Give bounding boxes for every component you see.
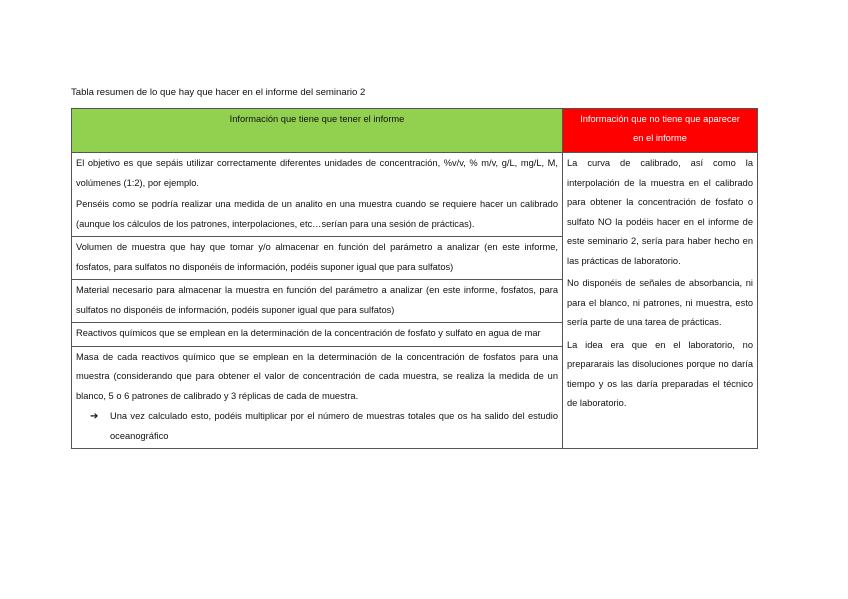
required-item-material — [72, 280, 563, 323]
excluded-info-cell — [563, 153, 758, 449]
objective-text: El objetivo es que sepáis utilizar correctamente diferentes unidades de concentración, %v/v, % m/v, g/L, mg/L, M, volúmenes (1:2), por ejemplo. — [76, 158, 558, 188]
reagents-text: Reactivos químicos que se emplean en la determinación de la concentración de fosfato y sulfato en agua de mar — [76, 328, 541, 338]
required-item-volume — [72, 237, 563, 280]
excluded-calibration-text: La curva de calibrado, así como la interpolación de la muestra en el calibrado para obtener la concentración de fosfato o sulfato NO la podéis hacer en el informe de este seminario 2, sería para haber hecho en las prácticas de laboratorio. — [567, 158, 753, 266]
header-excluded-line2: en el informe — [633, 133, 687, 143]
table-row — [72, 153, 758, 237]
bullet-text: Una vez calculado esto, podéis multiplicar por el número de muestras totales que os ha salido del estudio oceanográfico — [110, 411, 558, 441]
mass-text: Masa de cada reactivos químico que se emplean en la determinación de la concentración de fosfatos para una muestra (considerando que para obtener el valor de concentración de cada muestra, se realiza la medida de un blanco, 5 o 6 patrones de calibrado y 3 réplicas de cada de muestra. — [76, 351, 558, 401]
calibration-text: Penséis como se podría realizar una medida de un analito en una muestra cuando se requiere hacer un calibrado (aunque los cálculos de los patrones, interpolaciones, etc…serían para una sesión de prácticas). — [76, 199, 558, 229]
volume-text: Volumen de muestra que hay que tomar y/o almacenar en función del parámetro a analizar (en este informe, fosfatos, para sulfatos no disponéis de información, podéis suponer igual que para sulfatos) — [76, 242, 558, 272]
header-excluded-line1: Información que no tiene que aparecer — [580, 114, 740, 124]
header-excluded-info — [563, 109, 758, 153]
header-required-info: Información que tiene que tener el informe — [72, 109, 563, 153]
table-caption: Tabla resumen de lo que hay que hacer en el informe del seminario 2 — [71, 87, 366, 98]
table-header-row — [72, 109, 758, 153]
summary-table — [71, 108, 758, 449]
bullet-item — [90, 407, 558, 446]
required-item-mass — [72, 346, 563, 449]
material-text: Material necesario para almacenar la muestra en función del parámetro a analizar (en este informe, fosfatos, para sulfatos no disponéis de información, podéis suponer igual que para sulfatos) — [76, 285, 558, 315]
excluded-absorbance-text: No disponéis de señales de absorbancia, ni para el blanco, ni patrones, ni muestra, esto sería parte de una tarea de prácticas. — [567, 278, 753, 327]
required-item-objective — [72, 153, 563, 237]
required-item-reagents — [72, 323, 563, 347]
arrow-right-icon: ➔ — [90, 411, 99, 422]
excluded-lab-text: La idea era que en el laboratorio, no prepararais las disoluciones porque no daría tiempo y os las daría preparadas el técnico de laboratorio. — [567, 339, 753, 408]
